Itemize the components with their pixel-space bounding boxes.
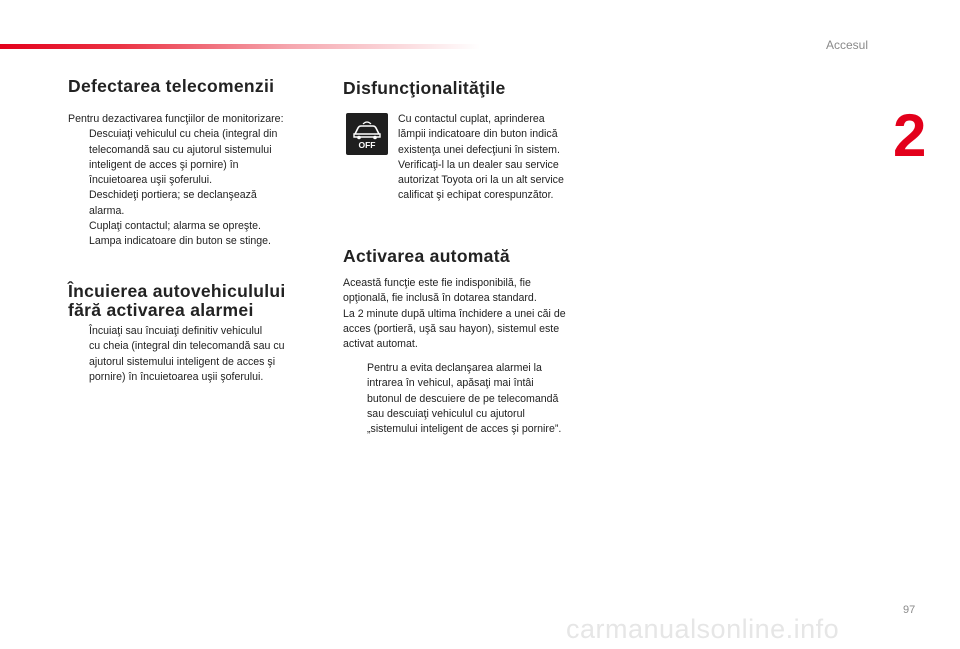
list-item-line: cu cheia (integral din telecomandă sau cu bbox=[89, 340, 285, 353]
section-remote-failure-body bbox=[68, 112, 330, 250]
list-item bbox=[68, 188, 330, 219]
list-item-line: Încuiaţi sau încuiaţi definitiv vehiculul bbox=[89, 325, 263, 337]
list-item-line: Descuiaţi vehiculul cu cheia (integral din bbox=[89, 128, 278, 141]
section-lock-without-alarm-body bbox=[68, 324, 330, 385]
list-item-line: ajutorul sistemului inteligent de acces şi bbox=[89, 355, 276, 368]
section-title: Defectarea telecomenzii bbox=[68, 76, 275, 96]
alarm-off-icon bbox=[346, 113, 388, 155]
page-number: 97 bbox=[903, 604, 916, 616]
list-item bbox=[68, 324, 330, 385]
list-item-line: inteligent de acces şi pornire) în bbox=[89, 158, 239, 171]
list-item-line: încuietoarea uşii şoferului. bbox=[89, 174, 213, 187]
paragraph-line: calificat şi echipat corespunzător. bbox=[398, 189, 554, 202]
watermark: carmanualsonline.info bbox=[566, 614, 840, 644]
list-item-line: sau descuiaţi vehiculul cu ajutorul bbox=[367, 407, 525, 420]
section-title: Disfuncţionalităţile bbox=[343, 78, 506, 98]
intro-text: Pentru dezactivarea funcţiilor de monitorizare: bbox=[68, 113, 284, 125]
steps-list bbox=[68, 127, 330, 249]
icon-label: OFF bbox=[358, 140, 376, 150]
section-title: Activarea automată bbox=[343, 246, 510, 266]
section-auto-activation bbox=[343, 247, 605, 266]
section-title-line: fără activarea alarmei bbox=[68, 300, 254, 320]
paragraph-line: Această funcţie este fie indisponibilă, fie bbox=[343, 277, 531, 289]
list-item-line: Cuplaţi contactul; alarma se opreşte. bbox=[89, 220, 261, 233]
paragraph-line: Cu contactul cuplat, aprinderea bbox=[398, 113, 545, 125]
list-item-line: Lampa indicatoare din buton se stinge. bbox=[89, 235, 271, 248]
chapter-number: 2 bbox=[893, 102, 927, 169]
section-malfunctions bbox=[343, 79, 605, 98]
header-accent-bar bbox=[0, 44, 480, 49]
list-item bbox=[68, 219, 330, 250]
steps-list bbox=[343, 361, 608, 437]
list-item-line: pornire) în încuietoarea uşii şoferului. bbox=[89, 370, 264, 383]
section-auto-activation-steps bbox=[343, 361, 608, 437]
steps-list bbox=[68, 324, 330, 385]
paragraph-line: Verificaţi-l la un dealer sau service bbox=[398, 158, 559, 171]
section-title-line: Încuierea autovehiculului bbox=[68, 281, 286, 301]
paragraph-line: existenţa unei defecţiuni în sistem. bbox=[398, 143, 560, 156]
paragraph-line: lămpii indicatoare din buton indică bbox=[398, 128, 558, 141]
list-item-line: „sistemului inteligent de acces şi pornire”. bbox=[367, 423, 562, 436]
paragraph-line: acces (portieră, uşă sau hayon), sistemul este bbox=[343, 322, 560, 335]
paragraph-line: autorizat Toyota ori la un alt service bbox=[398, 174, 564, 187]
list-item-line: telecomandă sau cu ajutorul sistemului bbox=[89, 143, 272, 156]
list-item bbox=[343, 361, 608, 437]
section-malfunctions-body bbox=[398, 112, 608, 204]
paragraph-line: activat automat. bbox=[343, 338, 418, 351]
list-item-line: butonul de descuiere de pe telecomandă bbox=[367, 392, 559, 405]
list-item-line: Pentru a evita declanşarea alarmei la bbox=[367, 362, 542, 374]
list-item-line: Deschideţi portiera; se declanşează bbox=[89, 189, 257, 202]
section-name: Accesul bbox=[826, 38, 869, 52]
section-remote-failure bbox=[68, 77, 330, 96]
list-item bbox=[68, 127, 330, 188]
list-item-line: alarma. bbox=[89, 204, 125, 217]
section-lock-without-alarm bbox=[68, 282, 330, 320]
paragraph-line: opţională, fie inclusă în dotarea standard. bbox=[343, 292, 537, 305]
section-auto-activation-body bbox=[343, 276, 608, 352]
paragraph-line: La 2 minute după ultima închidere a unei căi de bbox=[343, 307, 566, 320]
list-item-line: intrarea în vehicul, apăsaţi mai întâi bbox=[367, 377, 534, 390]
